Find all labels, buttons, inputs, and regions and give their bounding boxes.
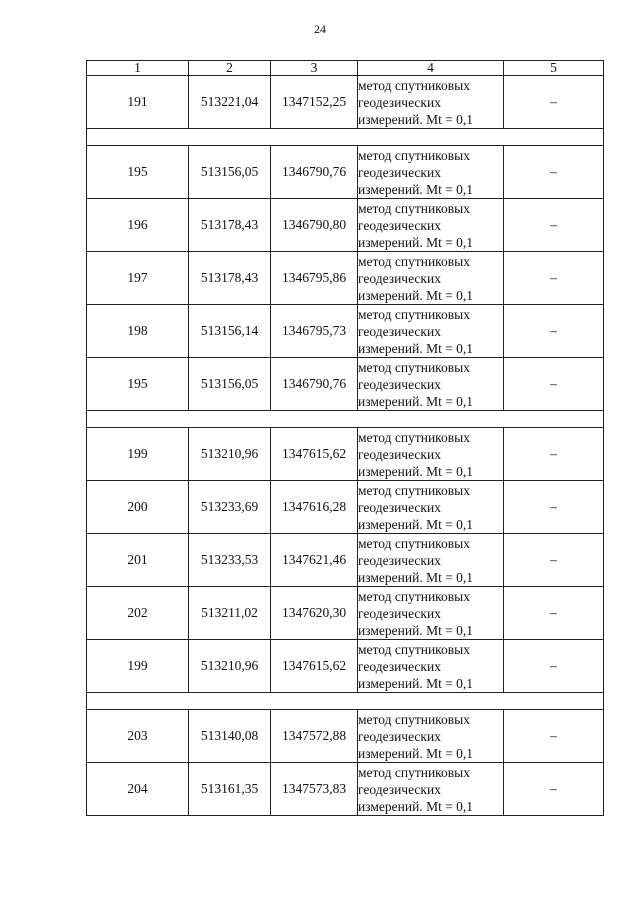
y-coordinate-cell: 1346790,76	[271, 358, 358, 411]
x-coordinate-cell: 513221,04	[189, 76, 271, 129]
table-row	[87, 587, 604, 640]
method-cell	[358, 146, 504, 199]
column-header: 2	[189, 61, 271, 76]
method-line: метод спутниковых	[358, 359, 470, 375]
method-line: метод спутниковых	[358, 588, 470, 604]
y-coordinate-cell: 1347621,46	[271, 534, 358, 587]
y-coordinate-cell: 1346795,73	[271, 305, 358, 358]
table-row	[87, 481, 604, 534]
point-number-cell: 197	[87, 252, 189, 305]
column-header: 5	[504, 61, 604, 76]
method-line: геодезических	[358, 376, 441, 392]
method-line: измерений. Mt = 0,1	[358, 234, 474, 250]
point-number-cell: 199	[87, 640, 189, 693]
y-coordinate-cell: 1347573,83	[271, 763, 358, 816]
method-line: геодезических	[358, 605, 441, 621]
method-cell	[358, 252, 504, 305]
x-coordinate-cell: 513210,96	[189, 640, 271, 693]
method-line: геодезических	[358, 323, 441, 339]
method-line: геодезических	[358, 270, 441, 286]
method-line: геодезических	[358, 446, 441, 462]
note-cell: –	[504, 305, 604, 358]
point-number-cell: 204	[87, 763, 189, 816]
x-coordinate-cell: 513233,69	[189, 481, 271, 534]
separator-cell	[87, 411, 604, 428]
method-line: метод спутниковых	[358, 764, 470, 780]
y-coordinate-cell: 1347616,28	[271, 481, 358, 534]
x-coordinate-cell: 513140,08	[189, 710, 271, 763]
table-row	[87, 358, 604, 411]
method-cell	[358, 640, 504, 693]
method-line: метод спутниковых	[358, 253, 470, 269]
method-cell	[358, 305, 504, 358]
table-body	[87, 76, 604, 816]
x-coordinate-cell: 513156,05	[189, 358, 271, 411]
point-number-cell: 196	[87, 199, 189, 252]
x-coordinate-cell: 513178,43	[189, 199, 271, 252]
method-line: геодезических	[358, 728, 441, 744]
note-cell: –	[504, 199, 604, 252]
note-cell: –	[504, 534, 604, 587]
method-line: измерений. Mt = 0,1	[358, 798, 474, 814]
note-cell: –	[504, 587, 604, 640]
method-line: измерений. Mt = 0,1	[358, 287, 474, 303]
y-coordinate-cell: 1347615,62	[271, 640, 358, 693]
column-header: 1	[87, 61, 189, 76]
method-line: геодезических	[358, 781, 441, 797]
method-line: геодезических	[358, 217, 441, 233]
x-coordinate-cell: 513161,35	[189, 763, 271, 816]
method-line: измерений. Mt = 0,1	[358, 622, 474, 638]
point-number-cell: 203	[87, 710, 189, 763]
method-line: измерений. Mt = 0,1	[358, 569, 474, 585]
method-line: измерений. Mt = 0,1	[358, 463, 474, 479]
table-row	[87, 640, 604, 693]
method-line: измерений. Mt = 0,1	[358, 745, 474, 761]
method-line: метод спутниковых	[358, 147, 470, 163]
page-number: 24	[314, 22, 326, 36]
method-cell	[358, 76, 504, 129]
method-line: метод спутниковых	[358, 77, 470, 93]
table-row	[87, 534, 604, 587]
note-cell: –	[504, 146, 604, 199]
point-number-cell: 202	[87, 587, 189, 640]
table-row	[87, 76, 604, 129]
x-coordinate-cell: 513210,96	[189, 428, 271, 481]
note-cell: –	[504, 640, 604, 693]
separator-cell	[87, 693, 604, 710]
point-number-cell: 200	[87, 481, 189, 534]
x-coordinate-cell: 513211,02	[189, 587, 271, 640]
method-line: метод спутниковых	[358, 306, 470, 322]
method-line: метод спутниковых	[358, 200, 470, 216]
x-coordinate-cell: 513233,53	[189, 534, 271, 587]
method-line: геодезических	[358, 552, 441, 568]
group-separator-row	[87, 129, 604, 146]
method-cell	[358, 481, 504, 534]
method-line: метод спутниковых	[358, 429, 470, 445]
separator-cell	[87, 129, 604, 146]
y-coordinate-cell: 1347620,30	[271, 587, 358, 640]
y-coordinate-cell: 1347152,25	[271, 76, 358, 129]
table-row	[87, 428, 604, 481]
point-number-cell: 191	[87, 76, 189, 129]
method-line: геодезических	[358, 94, 441, 110]
point-number-cell: 195	[87, 358, 189, 411]
x-coordinate-cell: 513156,05	[189, 146, 271, 199]
point-number-cell: 199	[87, 428, 189, 481]
method-line: геодезических	[358, 658, 441, 674]
coordinates-table	[86, 60, 604, 816]
point-number-cell: 201	[87, 534, 189, 587]
y-coordinate-cell: 1347615,62	[271, 428, 358, 481]
method-line: метод спутниковых	[358, 641, 470, 657]
method-line: измерений. Mt = 0,1	[358, 393, 474, 409]
table-row	[87, 305, 604, 358]
x-coordinate-cell: 513178,43	[189, 252, 271, 305]
method-line: измерений. Mt = 0,1	[358, 111, 474, 127]
group-separator-row	[87, 693, 604, 710]
note-cell: –	[504, 252, 604, 305]
method-cell	[358, 710, 504, 763]
y-coordinate-cell: 1346790,80	[271, 199, 358, 252]
method-line: измерений. Mt = 0,1	[358, 516, 474, 532]
note-cell: –	[504, 481, 604, 534]
point-number-cell: 195	[87, 146, 189, 199]
method-line: геодезических	[358, 164, 441, 180]
y-coordinate-cell: 1346790,76	[271, 146, 358, 199]
method-cell	[358, 358, 504, 411]
note-cell: –	[504, 76, 604, 129]
column-header: 3	[271, 61, 358, 76]
method-cell	[358, 763, 504, 816]
method-cell	[358, 199, 504, 252]
note-cell: –	[504, 710, 604, 763]
note-cell: –	[504, 358, 604, 411]
method-line: измерений. Mt = 0,1	[358, 181, 474, 197]
method-cell	[358, 534, 504, 587]
table-row	[87, 763, 604, 816]
method-cell	[358, 428, 504, 481]
y-coordinate-cell: 1346795,86	[271, 252, 358, 305]
x-coordinate-cell: 513156,14	[189, 305, 271, 358]
group-separator-row	[87, 411, 604, 428]
table-row	[87, 199, 604, 252]
method-line: геодезических	[358, 499, 441, 515]
table-header-row	[87, 61, 604, 76]
method-line: метод спутниковых	[358, 482, 470, 498]
table-row	[87, 252, 604, 305]
y-coordinate-cell: 1347572,88	[271, 710, 358, 763]
note-cell: –	[504, 763, 604, 816]
point-number-cell: 198	[87, 305, 189, 358]
table-row	[87, 710, 604, 763]
method-line: измерений. Mt = 0,1	[358, 340, 474, 356]
method-cell	[358, 587, 504, 640]
column-header: 4	[358, 61, 504, 76]
table-row	[87, 146, 604, 199]
note-cell: –	[504, 428, 604, 481]
method-line: измерений. Mt = 0,1	[358, 675, 474, 691]
method-line: метод спутниковых	[358, 711, 470, 727]
method-line: метод спутниковых	[358, 535, 470, 551]
